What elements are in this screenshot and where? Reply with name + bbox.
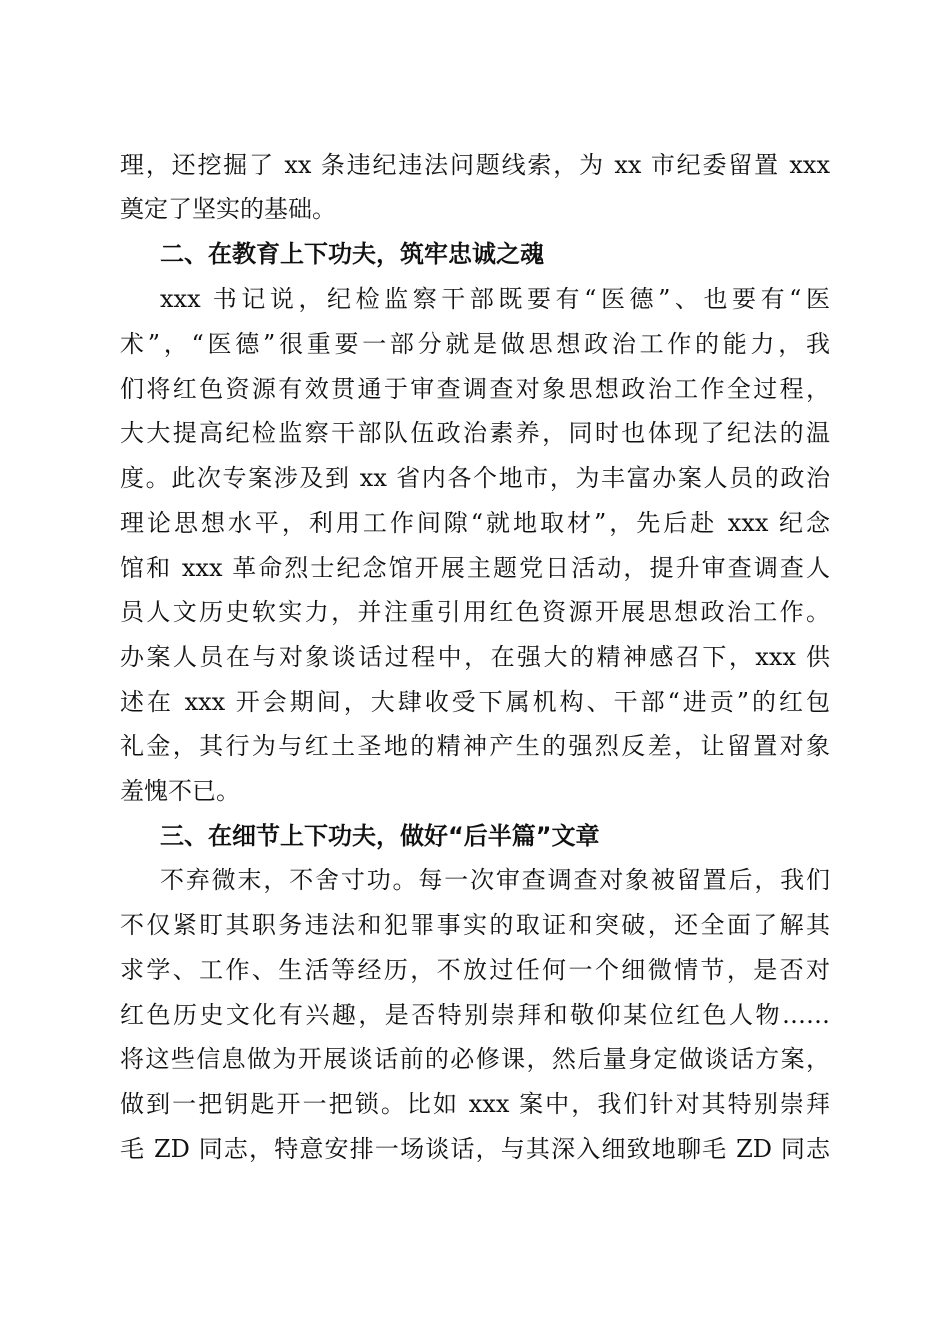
paragraph-line: xxx 书记说，纪检监察干部既要有“医德”、也要有“医 bbox=[160, 285, 830, 313]
paragraph-line: 奠定了坚实的基础。 bbox=[120, 195, 336, 223]
paragraph-line: 度。此次专案涉及到 xx 省内各个地市，为丰富办案人员的政治 bbox=[120, 464, 830, 492]
paragraph-line: 术”，“医德”很重要一部分就是做思想政治工作的能力，我 bbox=[120, 330, 830, 358]
paragraph-line: 们将红色资源有效贯通于审查调查对象思想政治工作全过程， bbox=[120, 375, 830, 403]
paragraph-line: 大大提高纪检监察干部队伍政治素养，同时也体现了纪法的温 bbox=[120, 419, 830, 447]
paragraph-line: 羞愧不已。 bbox=[120, 777, 240, 805]
section-heading-3: 三、在细节上下功夫，做好“后半篇”文章 bbox=[160, 822, 600, 850]
paragraph-line: 做到一把钥匙开一把锁。比如 xxx 案中，我们针对其特别崇拜 bbox=[120, 1090, 830, 1118]
paragraph-line: 毛 ZD 同志，特意安排一场谈话，与其深入细致地聊毛 ZD 同志 bbox=[120, 1135, 830, 1163]
paragraph-line: 理，还挖掘了 xx 条违纪违法问题线索，为 xx 市纪委留置 xxx bbox=[120, 151, 830, 179]
paragraph-line: 求学、工作、生活等经历，不放过任何一个细微情节，是否对 bbox=[120, 956, 830, 984]
paragraph-line: 述在 xxx 开会期间，大肆收受下属机构、干部“进贡”的红包 bbox=[120, 688, 830, 716]
paragraph-line: 不仅紧盯其职务违法和犯罪事实的取证和突破，还全面了解其 bbox=[120, 911, 830, 939]
paragraph-line: 馆和 xxx 革命烈士纪念馆开展主题党日活动，提升审查调查人 bbox=[120, 554, 830, 582]
section-heading-2: 二、在教育上下功夫，筑牢忠诚之魂 bbox=[160, 240, 544, 268]
paragraph-line: 将这些信息做为开展谈话前的必修课，然后量身定做谈话方案， bbox=[120, 1045, 830, 1073]
paragraph-line: 办案人员在与对象谈话过程中，在强大的精神感召下，xxx 供 bbox=[120, 643, 830, 671]
paragraph-line: 礼金，其行为与红土圣地的精神产生的强烈反差，让留置对象 bbox=[120, 732, 830, 760]
paragraph-line: 红色历史文化有兴趣，是否特别崇拜和敬仰某位红色人物…… bbox=[120, 1001, 830, 1029]
paragraph-line: 理论思想水平，利用工作间隙“就地取材”，先后赴 xxx 纪念 bbox=[120, 509, 830, 537]
paragraph-line: 员人文历史软实力，并注重引用红色资源开展思想政治工作。 bbox=[120, 598, 830, 626]
paragraph-line: 不弃微末，不舍寸功。每一次审查调查对象被留置后，我们 bbox=[160, 866, 830, 894]
